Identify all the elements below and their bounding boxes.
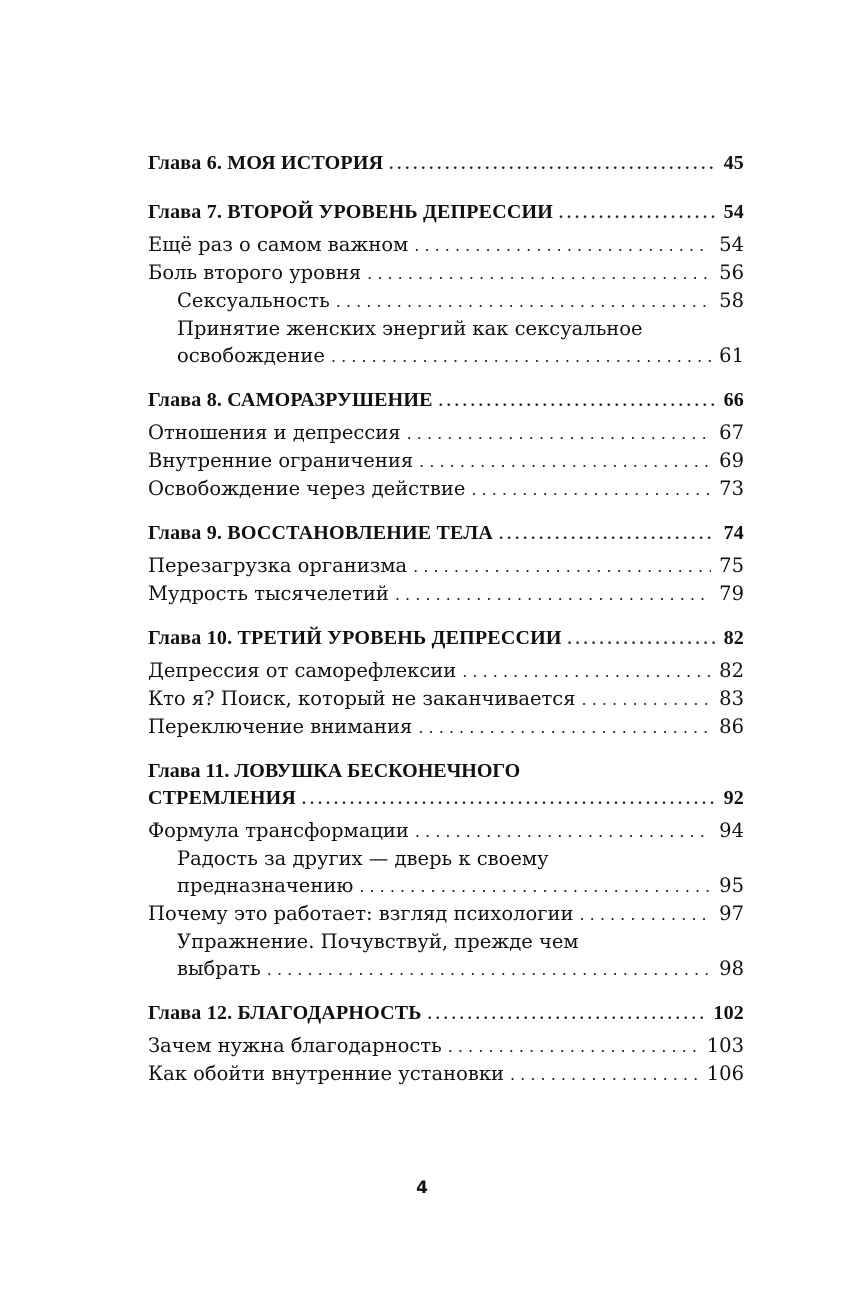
leader-dots <box>559 200 716 227</box>
leader-dots <box>568 626 716 653</box>
item-page: 82 <box>719 659 744 682</box>
leader-dots <box>414 232 711 259</box>
toc-subitem <box>148 287 744 315</box>
leader-dots <box>418 714 711 741</box>
leader-dots <box>302 786 716 813</box>
item-title: Перезагрузка организма <box>148 554 408 577</box>
item-title: Внутренние ограничения <box>148 449 414 472</box>
subitem-title: выбрать <box>177 957 261 980</box>
item-page: 97 <box>719 902 744 925</box>
toc-item <box>148 552 744 580</box>
toc-subitem-line1: Принятие женских энергий как сексуальное <box>177 317 643 340</box>
leader-dots <box>439 388 716 415</box>
leader-dots <box>367 260 711 287</box>
leader-dots <box>428 1001 706 1028</box>
item-page: 106 <box>706 1062 744 1085</box>
toc-item <box>148 900 744 928</box>
item-page: 73 <box>719 477 744 500</box>
toc-item <box>148 685 744 713</box>
leader-dots <box>419 448 711 475</box>
subitem-title: освобождение <box>177 344 325 367</box>
subitem-page: 61 <box>719 344 744 367</box>
chapter-title: Глава 6. МОЯ ИСТОРИЯ <box>148 152 384 174</box>
item-page: 79 <box>719 582 744 605</box>
chapter-title: Глава 8. САМОРАЗРУШЕНИЕ <box>148 389 433 411</box>
item-title: Почему это работает: взгляд психологии <box>148 902 574 925</box>
toc-item <box>148 580 744 608</box>
toc-chapter-11 <box>148 785 744 813</box>
toc-subitem <box>148 342 744 370</box>
leader-dots <box>336 288 711 315</box>
subitem-page: 58 <box>719 289 744 312</box>
item-title: Зачем нужна благодарность <box>148 1034 442 1057</box>
toc-chapter-10 <box>148 625 744 653</box>
chapter-page: 102 <box>713 1002 744 1024</box>
toc-subitem-line1: Радость за других — дверь к своему <box>177 847 549 870</box>
item-title: Боль второго уровня <box>148 261 362 284</box>
item-page: 69 <box>719 449 744 472</box>
toc-item <box>148 1032 744 1060</box>
item-title: Освобождение через действие <box>148 477 466 500</box>
chapter-title: Глава 10. ТРЕТИЙ УРОВЕНЬ ДЕПРЕССИИ <box>148 627 562 649</box>
leader-dots <box>499 521 716 548</box>
item-title: Отношения и депрессия <box>148 421 401 444</box>
leader-dots <box>510 1061 699 1088</box>
item-title: Ещё раз о самом важном <box>148 233 409 256</box>
toc-item <box>148 259 744 287</box>
chapter-page: 82 <box>723 627 744 649</box>
chapter-page: 92 <box>723 787 744 809</box>
subitem-title: предназначению <box>177 874 354 897</box>
toc-chapter-12 <box>148 1000 744 1028</box>
item-title: Кто я? Поиск, который не заканчивается <box>148 687 576 710</box>
toc-chapter-7 <box>148 199 744 227</box>
item-page: 86 <box>719 715 744 738</box>
leader-dots <box>582 686 712 713</box>
toc-item <box>148 713 744 741</box>
item-page: 103 <box>706 1034 744 1057</box>
toc-subitem <box>148 872 744 900</box>
item-page: 67 <box>719 421 744 444</box>
chapter-page: 54 <box>723 201 744 223</box>
leader-dots <box>359 873 711 900</box>
leader-dots <box>579 901 711 928</box>
toc-subitem <box>148 955 744 983</box>
toc-subitem-line1: Упражнение. Почувствуй, прежде чем <box>177 930 579 953</box>
leader-dots <box>331 343 711 370</box>
item-title: Депрессия от саморефлексии <box>148 659 457 682</box>
chapter-page: 66 <box>723 389 744 411</box>
item-title: Мудрость тысячелетий <box>148 582 389 605</box>
subitem-title: Сексуальность <box>177 289 330 312</box>
toc-chapter-11-line1: Глава 11. ЛОВУШКА БЕСКОНЕЧНОГО <box>148 760 521 782</box>
table-of-contents <box>148 150 744 1088</box>
leader-dots <box>448 1033 699 1060</box>
page-number: 4 <box>416 1178 428 1198</box>
toc-item <box>148 817 744 845</box>
leader-dots <box>395 581 711 608</box>
item-page: 56 <box>719 261 744 284</box>
chapter-title: Глава 9. ВОССТАНОВЛЕНИЕ ТЕЛА <box>148 522 494 544</box>
toc-item <box>148 447 744 475</box>
leader-dots <box>267 956 711 983</box>
chapter-title: СТРЕМЛЕНИЯ <box>148 787 297 809</box>
leader-dots <box>413 553 711 580</box>
subitem-page: 98 <box>719 957 744 980</box>
toc-item <box>148 475 744 503</box>
toc-item <box>148 231 744 259</box>
toc-item <box>148 1060 744 1088</box>
leader-dots <box>389 151 715 178</box>
item-page: 83 <box>719 687 744 710</box>
leader-dots <box>462 658 711 685</box>
leader-dots <box>415 818 711 845</box>
item-page: 54 <box>719 233 744 256</box>
leader-dots <box>407 420 712 447</box>
toc-item <box>148 419 744 447</box>
item-page: 94 <box>719 819 744 842</box>
item-page: 75 <box>719 554 744 577</box>
item-title: Переключение внимания <box>148 715 413 738</box>
toc-chapter-9 <box>148 520 744 548</box>
chapter-title: Глава 7. ВТОРОЙ УРОВЕНЬ ДЕПРЕССИИ <box>148 201 554 223</box>
chapter-title: Глава 12. БЛАГОДАРНОСТЬ <box>148 1002 422 1024</box>
item-title: Как обойти внутренние установки <box>148 1062 504 1085</box>
toc-item <box>148 657 744 685</box>
leader-dots <box>471 476 711 503</box>
toc-chapter-8 <box>148 387 744 415</box>
chapter-page: 74 <box>723 522 744 544</box>
chapter-page: 45 <box>723 152 744 174</box>
item-title: Формула трансформации <box>148 819 409 842</box>
toc-chapter-6 <box>148 150 744 178</box>
subitem-page: 95 <box>719 874 744 897</box>
